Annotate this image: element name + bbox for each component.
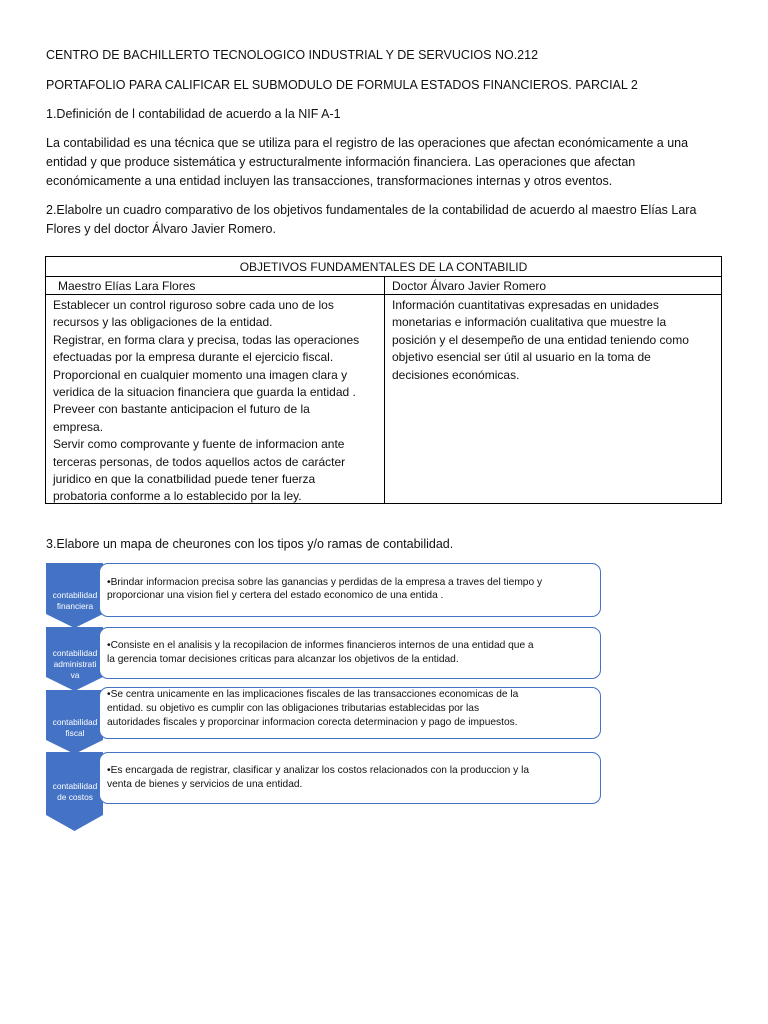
cell-line: Preveer con bastante anticipacion el futuro de la <box>53 402 310 417</box>
cell-line: empresa. <box>53 419 104 434</box>
branch-text-line: entidad. su objetivo es cumplir con las obligaciones tributarias establecidas por las <box>107 703 480 714</box>
branch-text-line: la gerencia tomar decisiones criticas para alcanzar los objetivos de la entidad. <box>107 654 459 665</box>
branch-text-line: •Brindar informacion precisa sobre las ganancias y perdidas de la empresa a traves del tiempo y <box>107 577 543 588</box>
cell-line: Registrar, en forma clara y precisa, todas las operaciones <box>53 332 360 347</box>
chevron-label-line: contabilidad <box>52 590 98 600</box>
chevron-label-line: contabilidad <box>52 648 98 658</box>
answer-line: económicamente a una entidad incluyen las transacciones, transformaciones internas y otros eventos. <box>46 174 613 188</box>
chevron-label-administrativa <box>46 648 104 681</box>
question-3: 3.Elabore un mapa de cheurones con los tipos y/o ramas de contabilidad. <box>46 537 454 551</box>
branch-text-line: •Es encargada de registrar, clasificar y analizar los costos relacionados con la produccion y la <box>107 765 530 776</box>
chevron-label-line: contabilidad <box>52 717 98 727</box>
chevron-label-line: fiscal <box>65 728 85 738</box>
branch-text-line: autoridades fiscales y proporcinar informacion corecta determinacion y pago de impuestos. <box>107 717 518 728</box>
cell-line: Proporcional en cualquier momento una imagen clara y <box>53 367 348 382</box>
branch-text-line: •Se centra unicamente en las implicaciones fiscales de las transacciones economicas de la <box>107 689 519 700</box>
chevron-label-line: de costos <box>57 792 93 802</box>
cell-line: Establecer un control riguroso sobre cada uno de los <box>53 298 334 312</box>
cell-line: objetivo esencial ser útil al usuario en la toma de <box>392 350 651 365</box>
cell-line: juridico en que la conatbilidad puede tener fuerza <box>53 472 316 487</box>
chevron-label-fiscal <box>46 717 104 739</box>
cell-line: decisiones económicas. <box>392 367 520 382</box>
chevron-label-costos <box>46 781 104 803</box>
question-1: 1.Definición de l contabilidad de acuerdo a la NIF A-1 <box>46 107 341 121</box>
table-title: OBJETIVOS FUNDAMENTALES DE LA CONTABILID <box>46 257 721 277</box>
portfolio-title: PORTAFOLIO PARA CALIFICAR EL SUBMODULO DE FORMULA ESTADOS FINANCIEROS. PARCIAL 2 <box>46 78 638 92</box>
branch-text-line: proporcionar una vision fiel y certera del estado economico de una entida . <box>107 590 444 601</box>
cell-line: probatoria conforme a lo establecido por la ley. <box>53 489 302 504</box>
question-line: Flores y del doctor Álvaro Javier Romero. <box>46 222 276 236</box>
column-header-romero: Doctor Álvaro Javier Romero <box>385 277 721 295</box>
school-name: CENTRO DE BACHILLERTO TECNOLOGICO INDUSTRIAL Y DE SERVUCIOS NO.212 <box>46 48 539 62</box>
chevron-label-line: administrati <box>53 659 97 669</box>
cell-line: recursos y las obligaciones de la entidad. <box>53 315 273 330</box>
cell-line: veridica de la situacion financiera que guarda la entidad . <box>53 385 356 400</box>
chevron-label-line: contabilidad <box>52 781 98 791</box>
cell-line: Servir como comprovante y fuente de informacion ante <box>53 437 345 452</box>
chevron-label-line: va <box>70 670 80 680</box>
chevron-label-line: financiera <box>56 601 94 611</box>
chevron-label-financiera <box>46 590 104 612</box>
cell-line: posición y el desempeño de una entidad teniendo como <box>392 332 689 347</box>
question-line: 2.Elabolre un cuadro comparativo de los objetivos fundamentales de la contabilidad de acuerdo al maestro Elías Lara <box>46 203 697 217</box>
cell-line: monetarias e información cualitativa que muestre la <box>392 315 667 330</box>
branch-text-line: •Consiste en el analisis y la recopilacion de informes financieros internos de una entidad que a <box>107 640 534 651</box>
branch-text-line: venta de bienes y servicios de una entidad. <box>107 779 303 790</box>
cell-line: efectuadas por la empresa durante el ejercicio fiscal. <box>53 350 334 365</box>
cell-line: Información cuantitativas expresadas en unidades <box>392 298 659 312</box>
answer-line: entidad y que produce sistemática y estructuralmente información financiera. Las operaciones que afectan <box>46 155 636 169</box>
column-header-lara-flores: Maestro Elías Lara Flores <box>46 277 385 295</box>
cell-line: terceras personas, de todos aquellos actos de carácter <box>53 454 346 469</box>
answer-line: La contabilidad es una técnica que se utiliza para el registro de las operaciones que afectan económicamente a una <box>46 136 689 150</box>
